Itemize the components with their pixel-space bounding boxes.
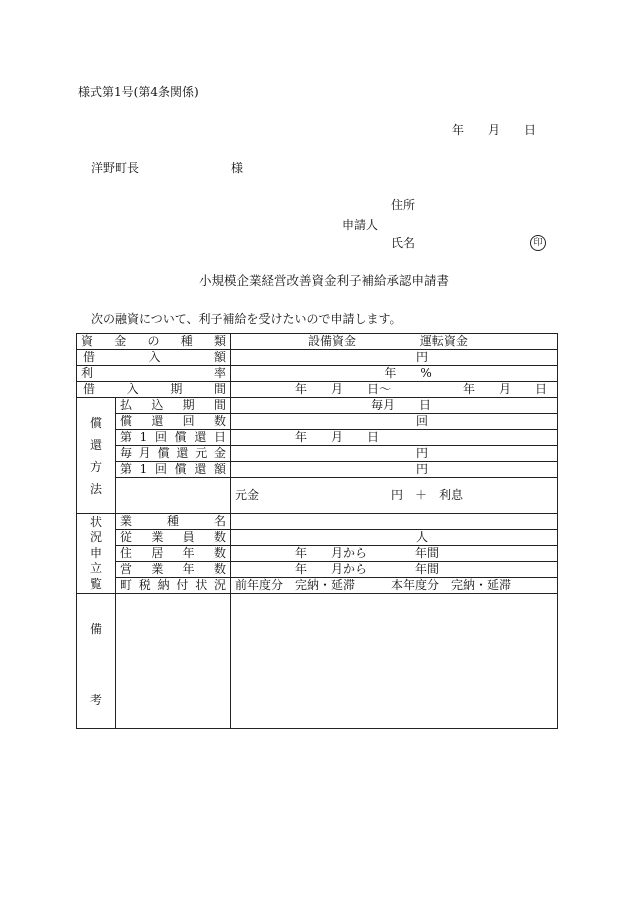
- payment-period-row: [77, 398, 558, 414]
- first-repay-amount-value[interactable]: 円: [231, 462, 558, 478]
- tax-status-row: [77, 578, 558, 594]
- form-number: 様式第1号(第4条関係): [78, 85, 199, 99]
- remarks-row: [77, 594, 558, 729]
- repay-count-value[interactable]: 回: [231, 414, 558, 430]
- remarks-value[interactable]: [231, 594, 558, 729]
- tax-status-label: 町税納付状況: [116, 578, 231, 594]
- interest-label: 利率: [77, 366, 231, 382]
- industry-row: [77, 514, 558, 530]
- loan-period-value[interactable]: 年 月 日～ 年 月 日: [231, 382, 558, 398]
- monthly-principal-value[interactable]: 円: [231, 446, 558, 462]
- document-title: 小規模企業経営改善資金利子補給承認申請書: [199, 273, 450, 288]
- name-label: 氏名: [391, 236, 416, 250]
- honorific: 様: [231, 161, 244, 175]
- fund-type-option-equipment[interactable]: 設備資金: [308, 334, 357, 348]
- fund-type-options[interactable]: [231, 334, 558, 350]
- business-years-row: [77, 562, 558, 578]
- date-line: 年 月 日: [452, 123, 537, 137]
- industry-value[interactable]: [231, 514, 558, 530]
- repay-count-label: 償還回数: [116, 414, 231, 430]
- fund-type-label: 資 金 の 種 類: [77, 334, 231, 350]
- remarks-label: [77, 594, 116, 729]
- first-repay-date-label: 第1回償還日: [116, 430, 231, 446]
- payment-period-label: 払込期間: [116, 398, 231, 414]
- remarks-char-1: 備: [89, 622, 102, 636]
- monthly-principal-label: 毎月償還元金: [116, 446, 231, 462]
- residence-row: [77, 546, 558, 562]
- first-repay-amount-label: 第1回償還額: [116, 462, 231, 478]
- employees-label: 従業員数: [116, 530, 231, 546]
- fund-type-option-operating[interactable]: 運転資金: [419, 334, 468, 348]
- repay-breakdown-label: [116, 478, 231, 514]
- repay-count-row: [77, 414, 558, 430]
- repay-breakdown-row: [77, 478, 558, 514]
- status-declaration-group: 状況申立覧: [77, 514, 116, 594]
- repay-breakdown-value[interactable]: 元金 円 ＋ 利息: [231, 478, 558, 514]
- tax-status-value[interactable]: 前年度分 完納・延滞 本年度分 完納・延滞: [231, 578, 558, 594]
- remarks-spacer: [116, 594, 231, 729]
- payment-period-value[interactable]: 毎月 日: [231, 398, 558, 414]
- addressee: 洋野町長: [91, 161, 140, 175]
- industry-label: 業種名: [116, 514, 231, 530]
- employees-value[interactable]: 人: [231, 530, 558, 546]
- employees-row: [77, 530, 558, 546]
- fund-type-row: [77, 334, 558, 350]
- remarks-char-2: 考: [89, 693, 102, 707]
- loan-period-label: 借入期間: [77, 382, 231, 398]
- interest-value[interactable]: 年 %: [231, 366, 558, 382]
- monthly-principal-row: [77, 446, 558, 462]
- business-years-value[interactable]: 年 月から 年間: [231, 562, 558, 578]
- loan-amount-value[interactable]: 円: [231, 350, 558, 366]
- business-years-label: 営業年数: [116, 562, 231, 578]
- loan-period-row: [77, 382, 558, 398]
- residence-label: 住居年数: [116, 546, 231, 562]
- applicant-label: 申請人: [342, 218, 379, 232]
- first-repay-date-row: [77, 430, 558, 446]
- interest-row: [77, 366, 558, 382]
- address-label: 住所: [391, 198, 416, 212]
- seal-mark: 印: [530, 235, 546, 251]
- intro-text: 次の融資について、利子補給を受けたいので申請します。: [91, 312, 402, 326]
- loan-amount-label: 借入額: [77, 350, 231, 366]
- first-repay-amount-row: [77, 462, 558, 478]
- residence-value[interactable]: 年 月から 年間: [231, 546, 558, 562]
- repayment-method-group: 償還方法: [77, 398, 116, 514]
- loan-amount-row: [77, 350, 558, 366]
- application-table: [76, 333, 558, 729]
- first-repay-date-value[interactable]: 年 月 日: [231, 430, 558, 446]
